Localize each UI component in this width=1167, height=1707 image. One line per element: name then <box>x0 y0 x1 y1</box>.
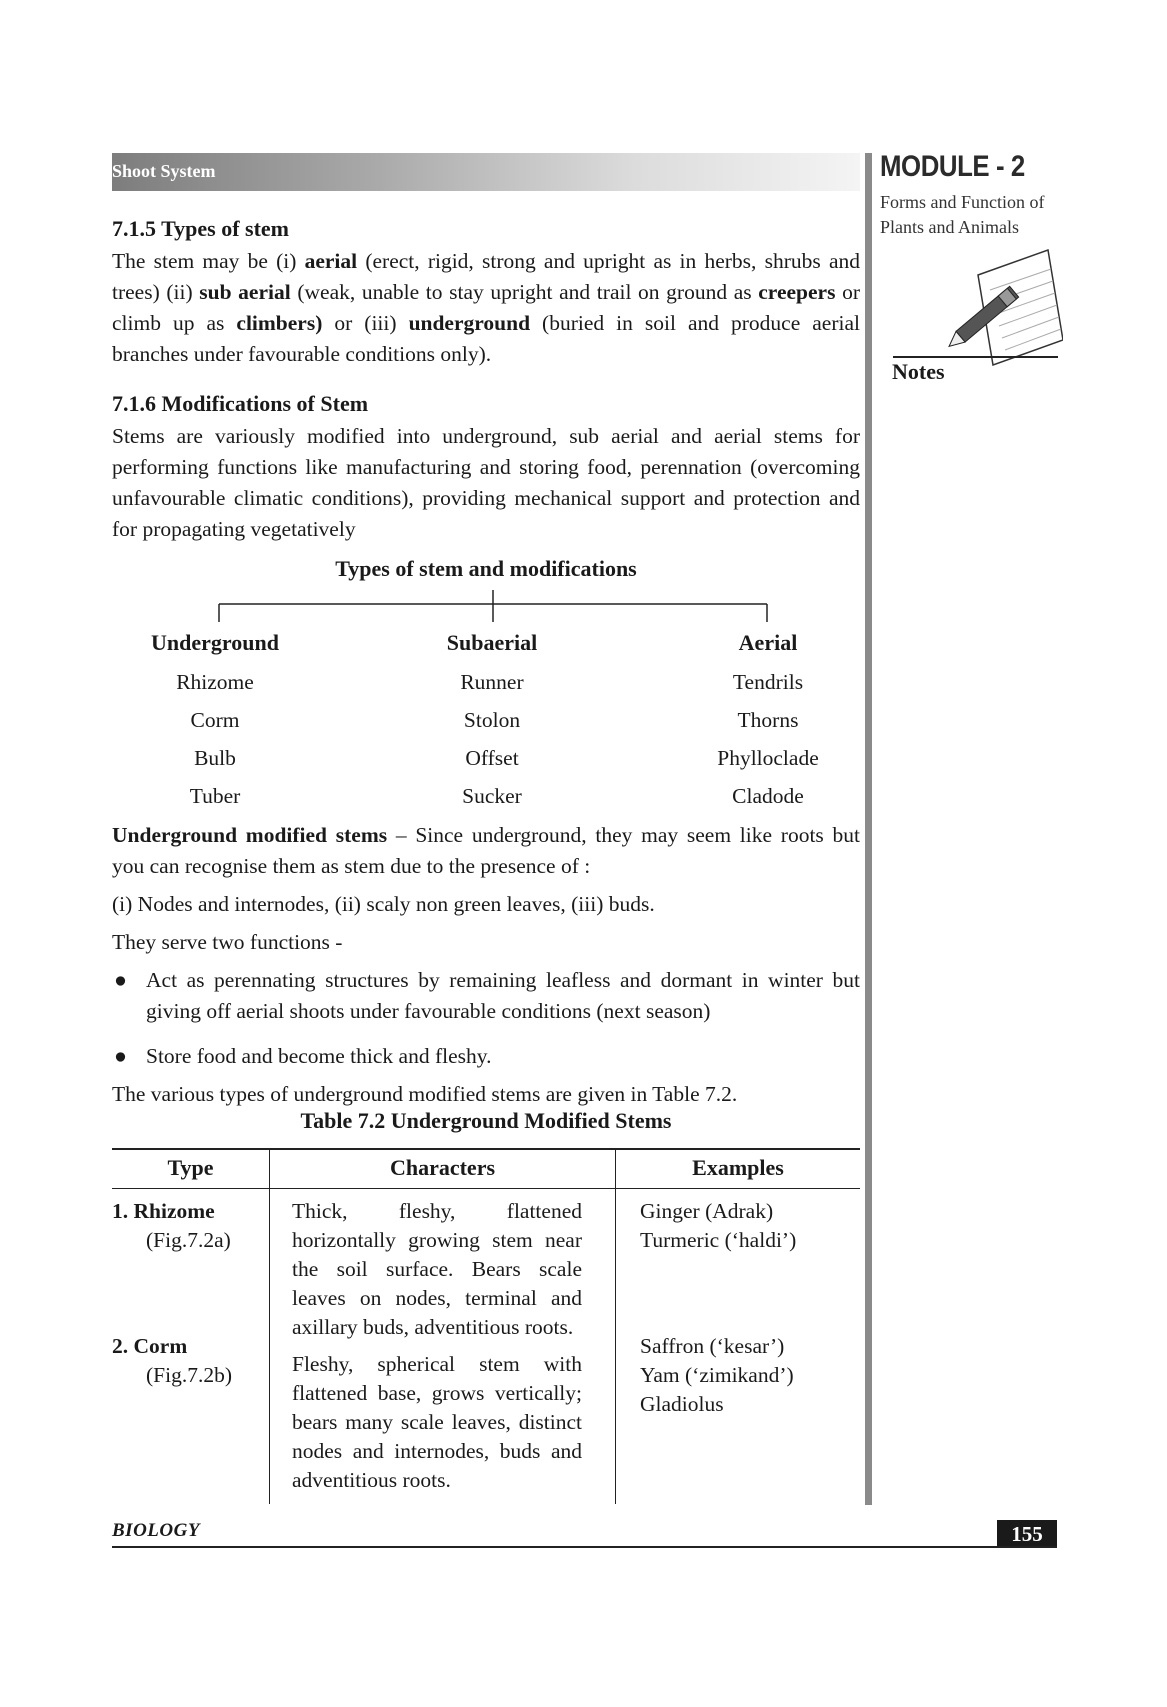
table-header-rule <box>112 1188 860 1189</box>
table-column-rule <box>615 1148 616 1504</box>
page-number: 155 <box>997 1520 1057 1548</box>
tree-column-aerial <box>648 630 888 815</box>
tree-item: Offset <box>465 746 519 770</box>
tree-item: Cladode <box>732 784 804 808</box>
bullet-icon: ● <box>114 968 127 992</box>
tree-column-head: Aerial <box>738 630 798 655</box>
paragraph-modifications: Stems are variously modified into underground, sub aerial and aerial stems for performing functions like manufacturing and storing food, perennation (overcoming unfavourable climatic conditions), providing mechanical support and protection and for propagating vegetatively <box>112 424 860 541</box>
module-subtitle: Forms and Function of Plants and Animals <box>880 192 1045 237</box>
notes-rule <box>893 356 1058 358</box>
margin-divider <box>865 153 872 1505</box>
section-title: Shoot System <box>112 161 216 181</box>
tree-item: Phylloclade <box>717 746 819 770</box>
tree-item: Tendrils <box>732 670 804 694</box>
term-creepers: creepers <box>758 280 836 304</box>
tree-item: Tuber <box>189 784 241 808</box>
table-header-examples: Examples <box>692 1155 784 1180</box>
term-underground-modified-stems: Underground modified stems <box>112 823 388 847</box>
table-cell-characters: Fleshy, spherical stem with flattened base, grows vertically; bears many scale leaves, distinct nodes and internodes, buds and adventitious roots. <box>292 1352 582 1492</box>
tree-connector <box>112 590 860 625</box>
tree-column-subaerial <box>372 630 612 815</box>
bullet-icon: ● <box>114 1044 127 1068</box>
term-climbers: climbers) <box>236 311 323 335</box>
tree-item: Sucker <box>462 784 522 808</box>
section-header-bar <box>112 153 860 191</box>
term-aerial: aerial <box>304 249 358 273</box>
heading-types-of-stem: 7.1.5 Types of stem <box>112 216 290 241</box>
heading-modifications: 7.1.6 Modifications of Stem <box>112 391 369 416</box>
table-cell-type: 2. Corm <box>112 1334 188 1358</box>
table-cell-example: Gladiolus <box>640 1392 724 1416</box>
footer-rule <box>112 1546 1057 1548</box>
module-title: MODULE - 2 <box>880 150 1025 183</box>
tree-item: Runner <box>460 670 524 694</box>
table-top-rule <box>112 1148 860 1150</box>
table-header-type: Type <box>167 1155 214 1180</box>
footer-subject: BIOLOGY <box>112 1520 200 1541</box>
tree-title: Types of stem and modifications <box>335 556 637 581</box>
tree-column-head: Underground <box>151 630 279 655</box>
table-column-rule <box>269 1148 270 1504</box>
table-cell-fig: (Fig.7.2b) <box>146 1363 232 1387</box>
table-cell-example: Turmeric (‘haldi’) <box>640 1228 797 1252</box>
list-item: ● Act as perennating structures by remaining leafless and dormant in winter but giving off aerial shoots under favourable conditions (next season) <box>112 965 860 1027</box>
line-table-reference: The various types of underground modified stems are given in Table 7.2. <box>112 1082 738 1106</box>
table-title: Table 7.2 Underground Modified Stems <box>300 1108 672 1133</box>
line-two-functions: They serve two functions - <box>112 930 343 954</box>
tree-item: Stolon <box>463 708 521 732</box>
table-header-characters: Characters <box>389 1155 496 1180</box>
term-underground: underground <box>408 311 531 335</box>
paragraph-underground-stems: Underground modified stems – Since underground, they may seem like roots but you can recognise them as stem due to the presence of : <box>112 823 860 878</box>
term-sub-aerial: sub aerial <box>199 280 291 304</box>
tree-column-underground <box>95 630 335 815</box>
tree-column-head: Subaerial <box>446 630 538 655</box>
line-stem-features: (i) Nodes and internodes, (ii) scaly non green leaves, (iii) buds. <box>112 892 655 916</box>
paragraph-types-of-stem: The stem may be (i) aerial (erect, rigid, strong and upright as in herbs, shrubs and trees) (ii) sub aerial (weak, unable to stay upright and trail on ground as creepers or climb up as climbers) or (iii) underground (buried in soil and produce aerial branches under favourable conditions only). <box>112 249 860 366</box>
table-cell-example: Saffron (‘kesar’) <box>640 1334 785 1358</box>
notes-label: Notes <box>892 359 945 384</box>
tree-item: Bulb <box>194 746 236 770</box>
list-item: ● Store food and become thick and fleshy. <box>112 1041 860 1072</box>
table-cell-type: 1. Rhizome <box>112 1199 215 1223</box>
table-cell-example: Yam (‘zimikand’) <box>640 1363 794 1387</box>
table-cell-characters: Thick, fleshy, flattened horizontally growing stem near the soil surface. Bears scale leaves on nodes, terminal and axillary buds, adventitious roots. <box>292 1199 582 1339</box>
table-cell-example: Ginger (Adrak) <box>640 1199 774 1223</box>
tree-item: Corm <box>190 708 240 732</box>
table-cell-fig: (Fig.7.2a) <box>146 1228 231 1252</box>
tree-item: Thorns <box>737 708 799 732</box>
tree-item: Rhizome <box>176 670 254 694</box>
